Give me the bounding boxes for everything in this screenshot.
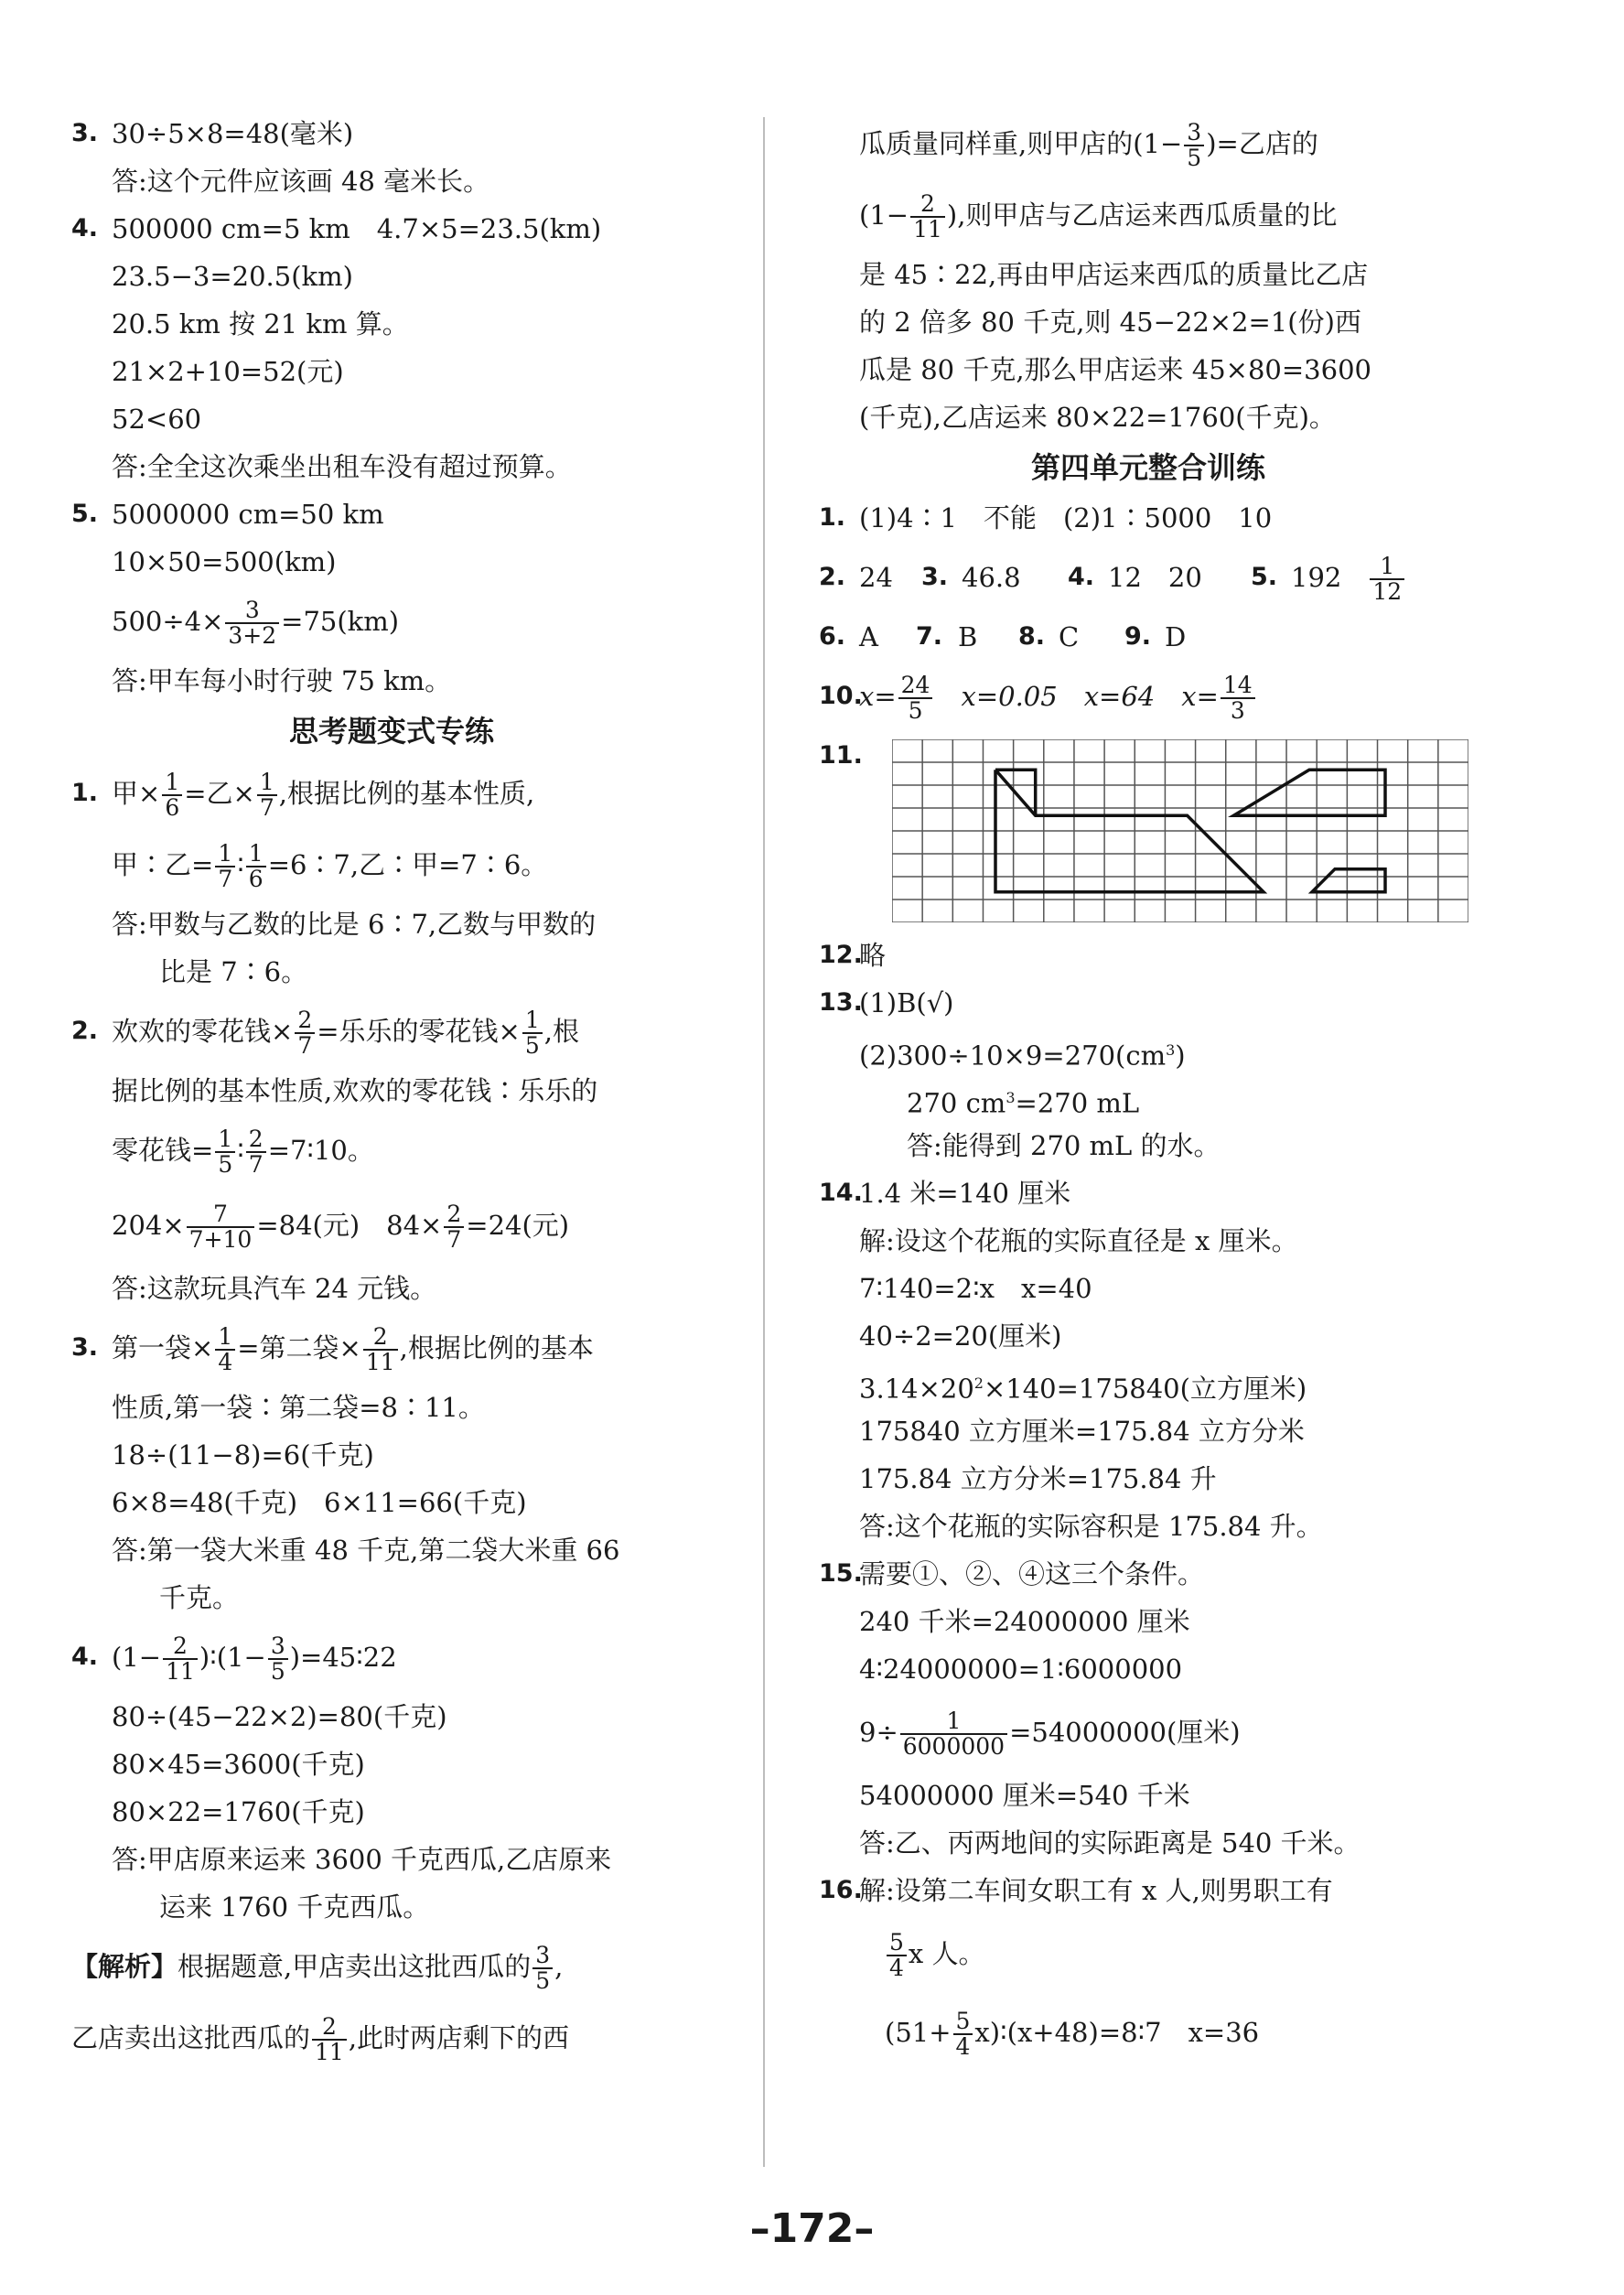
question-1-answer-cont: 比是 7∶6。 <box>159 956 308 987</box>
answer-5-line4: 答:甲车每小时行驶 75 km。 <box>112 665 452 696</box>
analysis-tag: 【解析】 <box>71 1951 178 1982</box>
answer-4: 4. 500000 cm=5 km 4.7×5=23.5(km) <box>71 213 602 244</box>
fraction: $\frac{2}{11}$ <box>363 1325 398 1375</box>
analysis-cont-line2: (1− $\frac{2}{11}$ ),则甲店与乙店运来西瓜质量的比 <box>859 189 1338 242</box>
question-4-line1: 4. (1− $\frac{2}{11}$ )∶(1− $\frac{3}{5}$ )=45∶22 <box>71 1632 397 1685</box>
question-2-answer: 答:这款玩具汽车 24 元钱。 <box>112 1273 437 1304</box>
question-2-line1: 2. 欢欢的零花钱× $\frac{2}{7}$ =乐乐的零花钱× $\frac{1}{5}$ ,根 <box>71 1006 579 1059</box>
unit-answer-11: 11. <box>819 732 1478 932</box>
fraction: $\frac{2}{11}$ <box>910 192 945 242</box>
unit-answer-12: 12. 略 <box>819 940 887 971</box>
question-2-line3: 零花钱= $\frac{1}{5}$ ∶ $\frac{2}{7}$ =7∶10。 <box>112 1125 374 1178</box>
analysis-cont-line5: 瓜是 80 千克,那么甲店运来 45×80=3600 <box>859 354 1371 385</box>
question-3-line3: 18÷(11−8)=6(千克) <box>112 1439 374 1471</box>
unit-answer-16: 16. 解:设第二车间女职工有 x 人,则男职工有 <box>819 1875 1333 1906</box>
unit-answer-14-line5: $3.14\times 20^2\times 140=175840$(立方厘米) <box>859 1373 1307 1405</box>
answer-4-line5: 52<60 <box>112 404 202 435</box>
answer-4-line2: 23.5−3=20.5(km) <box>112 261 353 292</box>
section-title-thinking: 思考题变式专练 <box>288 714 494 749</box>
unit-answer-15-line5: 54000000 厘米=540 千米 <box>859 1780 1190 1811</box>
unit-answer-6-9: 6. A 7. B 8. C 9. D <box>819 621 1187 652</box>
answer-5: 5. 5000000 cm=50 km <box>71 499 384 530</box>
unit-answer-15-line4: 9÷ $\frac{1}{6000000}$ =54000000(厘米) <box>859 1707 1241 1760</box>
question-1-line1: 1. 甲× $\frac{1}{6}$ =乙× $\frac{1}{7}$ ,根据比例的基本性质, <box>71 768 535 821</box>
question-3-answer-cont: 千克。 <box>159 1582 240 1613</box>
left-column <box>71 110 712 2074</box>
fraction: $\frac{1}{6000000}$ <box>900 1709 1007 1760</box>
answer-5-line2: 10×50=500(km) <box>112 546 337 577</box>
answer-4-line3: 20.5 km 按 21 km 算。 <box>112 308 409 339</box>
unit-answer-1: 1. (1)4∶1 不能 (2)1∶5000 10 <box>819 502 1273 533</box>
answer-3-line2 <box>71 157 712 205</box>
unit-answer-15-answer: 答:乙、丙两地间的实际距离是 540 千米。 <box>859 1827 1361 1859</box>
grid-lines <box>892 739 1468 922</box>
answer-4-line6: 答:全全这次乘坐出租车没有超过预算。 <box>112 451 572 482</box>
grid-drawing <box>892 739 1468 922</box>
unit-answer-14-line3: 7∶140=2∶x x=40 <box>859 1273 1092 1304</box>
analysis-cont-line1: 瓜质量同样重,则甲店的(1− $\frac{3}{5}$ )=乙店的 <box>859 118 1318 171</box>
question-3-answer: 答:第一袋大米重 48 千克,第二袋大米重 66 <box>112 1535 620 1566</box>
question-3-line2: 性质,第一袋∶第二袋=8∶11。 <box>112 1392 485 1423</box>
unit-answer-16-line3: (51+ $\frac{5}{4}$ x)∶(x+48)=8∶7 x=36 <box>885 2007 1260 2060</box>
question-1-answer: 答:甲数与乙数的比是 6∶7,乙数与甲数的 <box>112 909 597 940</box>
answer-5-line3: 500÷4× $\frac{3}{3+2}$ =75(km) <box>112 596 400 649</box>
answer-3: 3. 30÷5×8=48(毫米) <box>71 118 354 149</box>
fraction: $\frac{2}{7}$ <box>444 1202 464 1253</box>
fraction: $\frac{2}{11}$ <box>163 1634 198 1685</box>
answer-4-line4: 21×2+10=52(元) <box>112 356 344 387</box>
fraction: $\frac{1}{5}$ <box>522 1008 543 1059</box>
question-3-line1: 3. 第一袋× $\frac{1}{4}$ =第二袋× $\frac{2}{11}$ ,根据比例的基本 <box>71 1322 594 1375</box>
question-2-line2: 据比例的基本性质,欢欢的零花钱∶乐乐的 <box>112 1075 598 1106</box>
fraction: $\frac{5}{4}$ <box>887 1931 907 1981</box>
unit-answer-13-line3: 270 $cm^3=270$ mL <box>907 1087 1140 1119</box>
fraction: $\frac{1}{7}$ <box>257 770 277 821</box>
fraction: $\frac{1}{6}$ <box>246 842 266 892</box>
section-title-unit4: 第四单元整合训练 <box>1030 450 1265 485</box>
page-number: –172– <box>749 2205 875 2252</box>
unit-answer-13: 13. (1)B(√) <box>819 987 954 1018</box>
parallelogram-small <box>1312 869 1385 892</box>
fraction: $\frac{1}{4}$ <box>215 1325 235 1375</box>
question-4-line3: 80×45=3600(千克) <box>112 1749 365 1780</box>
unit-answer-15-line2: 240 千米=24000000 厘米 <box>859 1606 1190 1637</box>
question-4-answer: 答:甲店原来运来 3600 千克西瓜,乙店原来 <box>112 1844 612 1875</box>
fraction: $\frac{3}{3+2}$ <box>225 598 279 649</box>
fraction: $\frac{5}{4}$ <box>953 2009 973 2060</box>
analysis-cont-line6: (千克),乙店运来 80×22=1760(千克)。 <box>859 402 1336 433</box>
fraction: $\frac{3}{5}$ <box>1184 121 1204 171</box>
question-4-answer-cont: 运来 1760 千克西瓜。 <box>159 1891 430 1923</box>
unit-answer-10: 10. x= $\frac{24}{5}$ x=0.05 x=64 x= $\frac{14}{3}$ <box>819 661 1478 732</box>
unit-answer-13-answer: 答:能得到 270 mL 的水。 <box>907 1130 1221 1161</box>
fraction: $\frac{2}{11}$ <box>312 2015 347 2065</box>
unit-answer-14-line6: 175840 立方厘米=175.84 立方分米 <box>859 1416 1305 1447</box>
question-2-line4: 204× $\frac{7}{7+10}$ =84(元) 84× $\frac{2}{7}$ =24(元) <box>112 1200 570 1253</box>
unit-answer-15: 15. 需要①、②、④这三个条件。 <box>819 1558 1205 1589</box>
grid-figure <box>892 739 1468 937</box>
fraction: $\frac{1}{7}$ <box>215 842 235 892</box>
fraction: $\frac{2}{7}$ <box>246 1127 266 1178</box>
unit-answer-13-line2: $(2)300\div 10\times 9=270(cm^3)$ <box>859 1040 1186 1072</box>
fraction: $\frac{1}{6}$ <box>162 770 182 821</box>
fraction: $\frac{7}{7+10}$ <box>187 1202 255 1253</box>
unit-answer-16-line2: $\frac{5}{4}$ x 人。 <box>819 1914 1478 1993</box>
unit-answer-14-line4: 40÷2=20(厘米) <box>859 1320 1062 1352</box>
question-4-line4: 80×22=1760(千克) <box>112 1796 365 1827</box>
column-divider <box>763 117 765 2167</box>
fraction: $\frac{3}{5}$ <box>532 1944 553 1994</box>
fraction: $\frac{24}{5}$ <box>898 673 933 724</box>
question-1-line2: 甲∶乙= $\frac{1}{7}$ ∶ $\frac{1}{6}$ =6∶7,乙∶甲=7∶6。 <box>112 839 548 892</box>
analysis-line1: 【解析】根据题意,甲店卖出这批西瓜的 $\frac{3}{5}$ , <box>71 1941 564 1994</box>
fraction: $\frac{3}{5}$ <box>268 1634 288 1685</box>
fraction: $\frac{2}{7}$ <box>295 1008 315 1059</box>
text-line: 答:这个元件应该画 48 毫米长。 <box>112 166 490 197</box>
question-4-line2: 80÷(45−22×2)=80(千克) <box>112 1701 447 1732</box>
unit-answer-15-line3: 4∶24000000=1∶6000000 <box>859 1654 1183 1685</box>
analysis-cont-line4: 的 2 倍多 80 千克,则 45−22×2=1(份)西 <box>859 307 1361 338</box>
unit-answer-2-5: 2. 24 3. 46.8 4. 12 20 5. 192 $\frac{1}{12}$ <box>819 542 1478 613</box>
analysis-line2: 乙店卖出这批西瓜的 $\frac{2}{11}$ ,此时两店剩下的西 <box>71 2012 570 2065</box>
question-3-line4: 6×8=48(千克) 6×11=66(千克) <box>112 1487 527 1518</box>
fraction: $\frac{14}{3}$ <box>1221 673 1255 724</box>
unit-answer-14-answer: 答:这个花瓶的实际容积是 175.84 升。 <box>859 1511 1323 1542</box>
fraction: $\frac{1}{12}$ <box>1370 555 1404 605</box>
unit-answer-14-line2: 解:设这个花瓶的实际直径是 x 厘米。 <box>859 1225 1298 1256</box>
analysis-cont-line3: 是 45∶22,再由甲店运来西瓜的质量比乙店 <box>859 259 1369 290</box>
unit-answer-14: 14. 1.4 米=140 厘米 <box>819 1178 1071 1209</box>
fraction: $\frac{1}{5}$ <box>215 1127 235 1178</box>
right-column <box>819 108 1478 2072</box>
unit-answer-14-line7: 175.84 立方分米=175.84 升 <box>859 1463 1217 1494</box>
